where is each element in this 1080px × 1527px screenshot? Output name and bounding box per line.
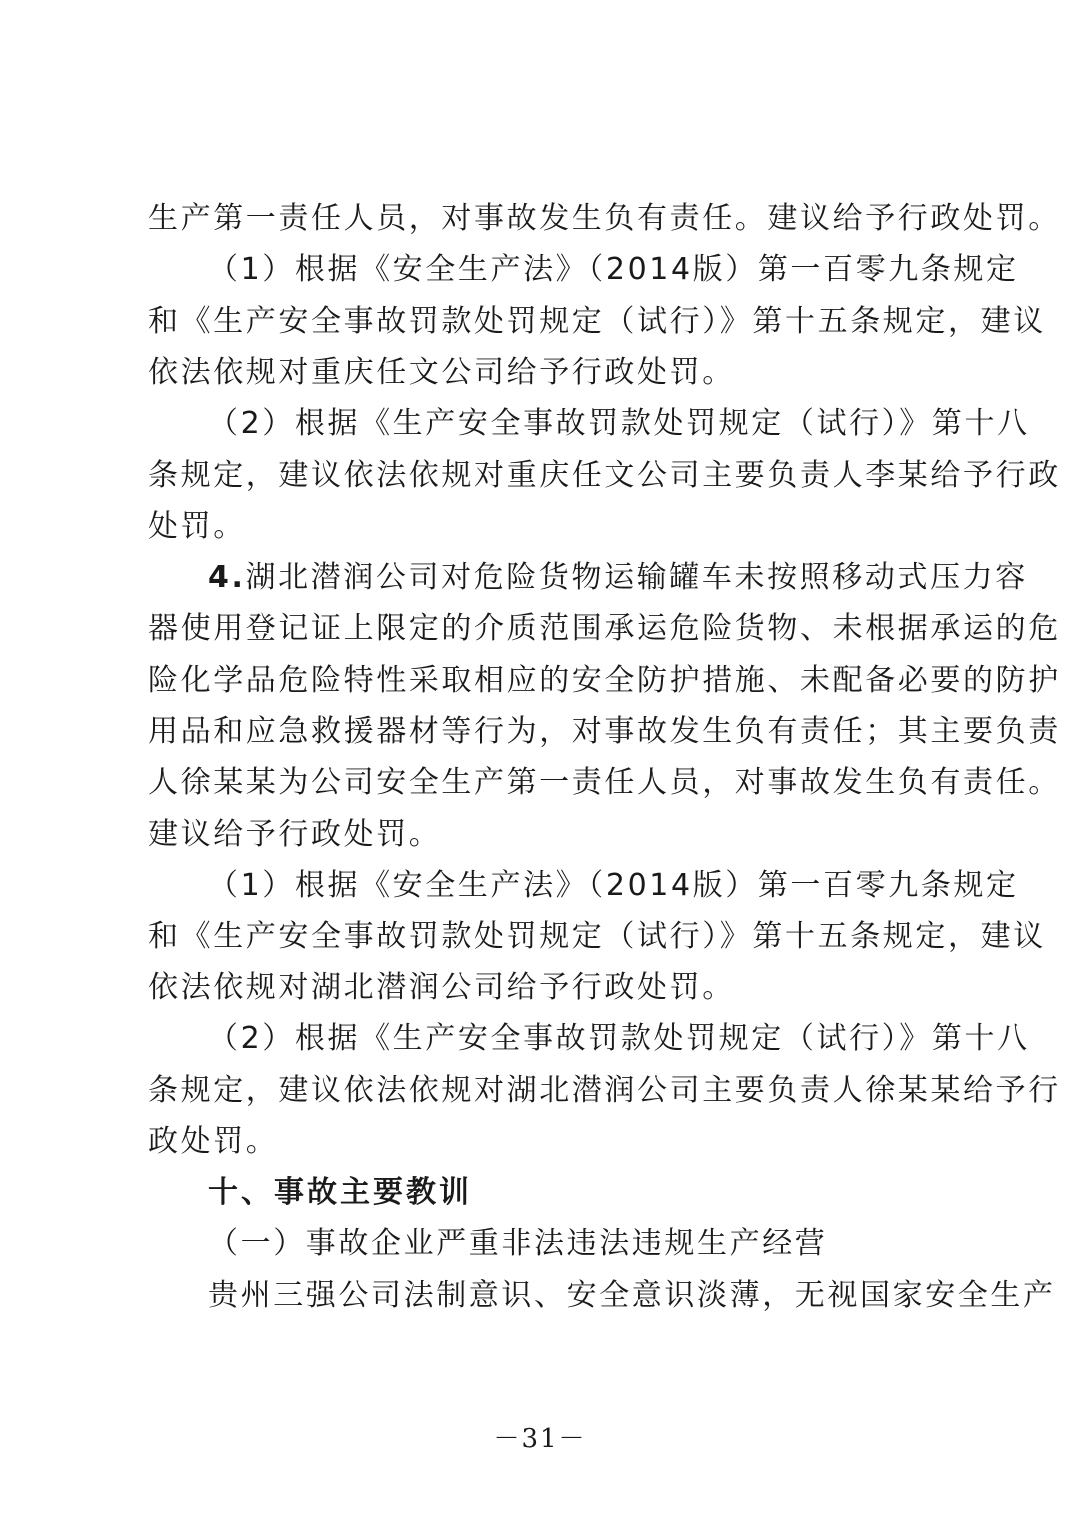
paragraph-line: 器使用登记证上限定的介质范围承运危险货物、未根据承运的危 bbox=[148, 611, 1061, 646]
paragraph-line: 处罚。 bbox=[148, 509, 246, 544]
paragraph-line: （2）根据《生产安全事故罚款处罚规定（试行）》第十八 bbox=[208, 1021, 1030, 1056]
paragraph-line: 险化学品危险特性采取相应的安全防护措施、未配备必要的防护 bbox=[148, 663, 1061, 698]
paragraph-line: 依法依规对湖北潜润公司给予行政处罚。 bbox=[148, 970, 735, 1005]
paragraph-line: 条规定，建议依法依规对重庆任文公司主要负责人李某给予行政 bbox=[148, 458, 1061, 493]
subsection-heading: （一）事故企业严重非法违法违规生产经营 bbox=[208, 1226, 828, 1261]
page-number: －31－ bbox=[493, 1424, 587, 1454]
paragraph-line: （2）根据《生产安全事故罚款处罚规定（试行）》第十八 bbox=[208, 406, 1030, 441]
paragraph-line: 和《生产安全事故罚款处罚规定（试行）》第十五条规定，建议 bbox=[148, 919, 1046, 954]
paragraph-line: 和《生产安全事故罚款处罚规定（试行）》第十五条规定，建议 bbox=[148, 304, 1046, 339]
section-heading: 十、事故主要教训 bbox=[208, 1175, 472, 1210]
item-4-line bbox=[208, 558, 1028, 598]
paragraph-line: （1）根据《安全生产法》（2014版）第一百零九条规定 bbox=[208, 252, 1019, 287]
paragraph-line: 用品和应急救援器材等行为，对事故发生负有责任；其主要负责 bbox=[148, 714, 1061, 749]
paragraph-line: 生产第一责任人员，对事故发生负有责任。建议给予行政处罚。 bbox=[148, 201, 1061, 236]
paragraph-line: 依法依规对重庆任文公司给予行政处罚。 bbox=[148, 355, 735, 390]
item-4-number: 4. bbox=[208, 560, 246, 595]
paragraph-line: 贵州三强公司法制意识、安全意识淡薄，无视国家安全生产 bbox=[208, 1278, 1056, 1313]
paragraph-line: 条规定，建议依法依规对湖北潜润公司主要负责人徐某某给予行 bbox=[148, 1073, 1061, 1108]
paragraph-line: 建议给予行政处罚。 bbox=[148, 817, 442, 852]
item-4-text: 湖北潜润公司对危险货物运输罐车未按照移动式压力容 bbox=[245, 560, 1028, 595]
paragraph-line: 人徐某某为公司安全生产第一责任人员，对事故发生负有责任。 bbox=[148, 765, 1061, 800]
paragraph-line: 政处罚。 bbox=[148, 1124, 279, 1159]
paragraph-line: （1）根据《安全生产法》（2014版）第一百零九条规定 bbox=[208, 868, 1019, 903]
